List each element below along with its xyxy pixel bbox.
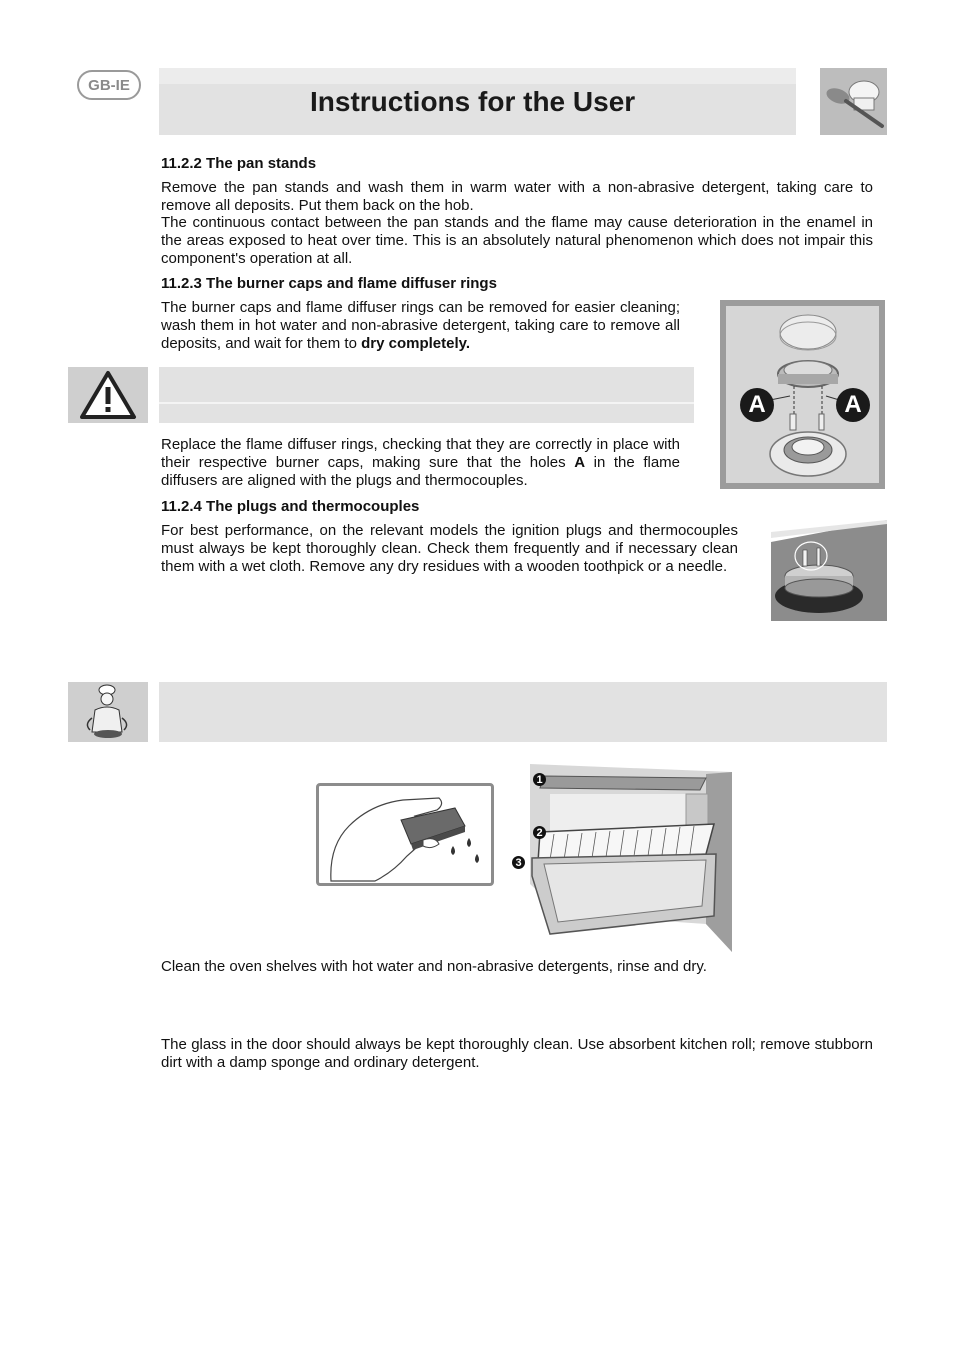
burner-caps-paragraph: [161, 299, 680, 353]
door-glass-text: The glass in the door should always be kept thoroughly clean. Use absorbent kitchen roll; remove stubborn dirt with a damp sponge and ordinary detergent.: [161, 1036, 873, 1071]
replace-rings-paragraph: [161, 436, 680, 490]
figure-label-a-left: A: [740, 388, 774, 422]
burner-caps-bold-text: dry completely.: [361, 335, 471, 352]
section-heading-pan-stands: 11.2.2 The pan stands: [161, 155, 317, 172]
warning-bar-divider: [159, 402, 694, 404]
section-heading-burner-caps: 11.2.3 The burner caps and flame diffuser rings: [161, 275, 497, 292]
callout-2: 2: [533, 826, 546, 839]
tips-bar: [159, 682, 887, 742]
region-badge: GB-IE: [77, 70, 141, 100]
sponge-hand-figure: [316, 783, 494, 886]
section-heading-plugs: 11.2.4 The plugs and thermocouples: [161, 498, 420, 515]
oven-shelves-figure: [510, 764, 735, 954]
callout-3: 3: [512, 856, 525, 869]
replace-bold-a: A: [574, 454, 586, 471]
warning-bar: [159, 367, 694, 423]
warning-triangle-icon: [68, 367, 148, 423]
page-title: Instructions for the User: [310, 86, 636, 117]
pan-stands-paragraph-2: The continuous contact between the pan stands and the flame may cause deterioration in the enamel in the areas exposed to heat over time. This is an absolutely natural phenomenon which does not impair this component's operation at all.: [161, 214, 873, 267]
replace-text-start: Replace the flame diffuser rings, checking that they are correctly in place with their respective burner caps, making sure that the holes: [161, 436, 680, 471]
pan-stands-paragraph-1: Remove the pan stands and wash them in warm water with a non-abrasive detergent, taking care to remove all deposits. Put them back on the hob.: [161, 179, 873, 214]
figure-label-a-right: A: [836, 388, 870, 422]
chef-spoon-icon: [820, 68, 887, 135]
oven-shelves-text: Clean the oven shelves with hot water and non-abrasive detergents, rinse and dry.: [161, 958, 707, 975]
callout-1: 1: [533, 773, 546, 786]
burner-exploded-figure: [720, 300, 885, 489]
chef-figure-icon: [68, 682, 148, 742]
plugs-paragraph: For best performance, on the relevant models the ignition plugs and thermocouples must always be kept thoroughly clean. Check them frequently and if necessary clean them with a wet cloth. Remove any dry residues with a wooden toothpick or a needle.: [161, 522, 738, 575]
replace-text-end: in the flame diffusers are aligned with the plugs and thermocouples.: [161, 454, 680, 489]
thermocouple-figure: [771, 520, 887, 621]
burner-caps-text: The burner caps and flame diffuser rings can be removed for easier cleaning; wash them in hot water and non-abrasive detergent, taking care to remove all deposits, and wait for them to: [161, 299, 680, 352]
